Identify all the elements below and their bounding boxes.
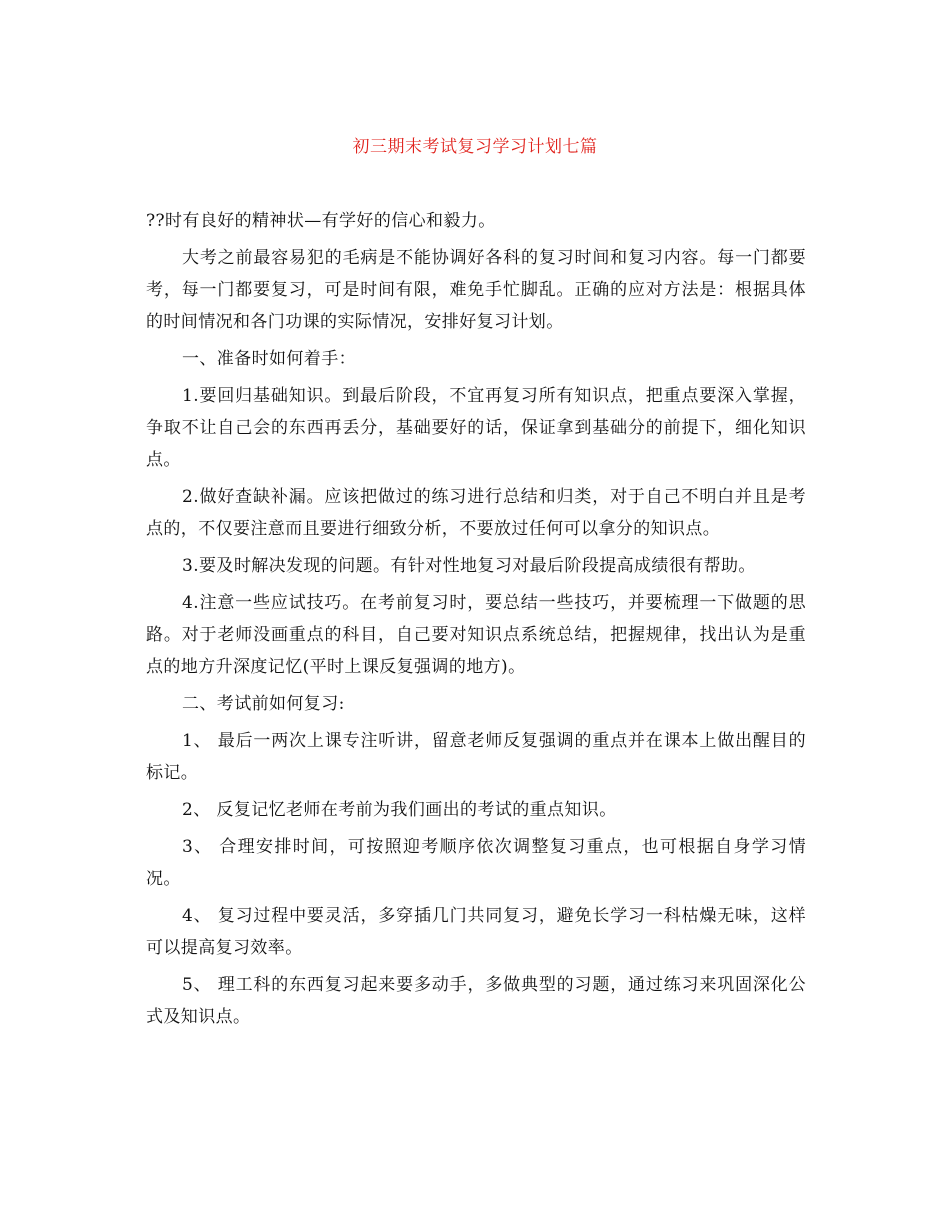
list-item: 2.做好查缺补漏。应该把做过的练习进行总结和归类，对于自己不明白并且是考点的，不仅要注意而且要进行细致分析，不要放过任何可以拿分的知识点。 — [146, 487, 806, 539]
list-item: 4.注意一些应试技巧。在考前复习时，要总结一些技巧，并要梳理一下做题的思路。对于老师没画重点的科目，自己要对知识点系统总结，把握规律，找出认为是重点的地方升深度记忆(平时上课反复强调的地方)。 — [146, 593, 806, 677]
document-body — [146, 205, 806, 1038]
list-item: 2、 反复记忆老师在考前为我们画出的考试的重点知识。 — [182, 800, 617, 820]
section-heading: 一、准备时如何着手： — [182, 349, 356, 369]
list-item: 4、 复习过程中要灵活，多穿插几门共同复习，避免长学习一科枯燥无味，这样可以提高复习效率。 — [146, 906, 806, 958]
list-item: 1、 最后一两次上课专注听讲，留意老师反复强调的重点并在课本上做出醒目的标记。 — [146, 731, 806, 783]
list-item: 5、 理工科的东西复习起来要多动手，多做典型的习题，通过练习来巩固深化公式及知识点。 — [146, 975, 806, 1027]
list-item: 3、 合理安排时间，可按照迎考顺序依次调整复习重点，也可根据自身学习情况。 — [146, 837, 806, 889]
paragraph: 大考之前最容易犯的毛病是不能协调好各科的复习时间和复习内容。每一门都要考，每一门都要复习，可是时间有限，难免手忙脚乱。正确的应对方法是：根据具体的时间情况和各门功课的实际情况，安排好复习计划。 — [146, 248, 806, 332]
list-item: 3.要及时解决发现的问题。有针对性地复习对最后阶段提高成绩很有帮助。 — [182, 556, 756, 576]
section-heading: 二、考试前如何复习: — [182, 694, 345, 714]
document-title: 初三期末考试复习学习计划七篇 — [352, 137, 598, 157]
list-item: 1.要回归基础知识。到最后阶段，不宜再复习所有知识点，把重点要深入掌握，争取不让自己会的东西再丢分，基础要好的话，保证拿到基础分的前提下，细化知识点。 — [146, 386, 806, 470]
paragraph-intro: ??时有良好的精神状—有学好的信心和毅力。 — [146, 211, 496, 231]
